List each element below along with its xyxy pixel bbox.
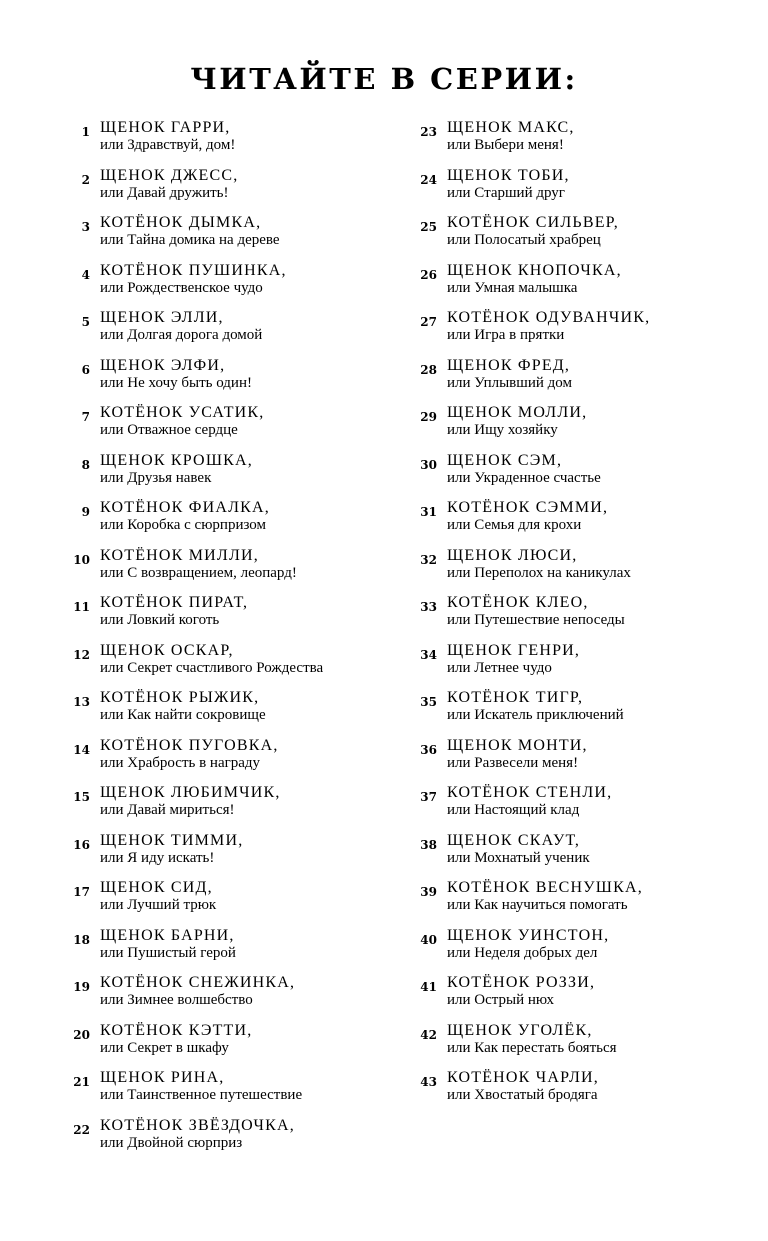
book-title: ЩЕНОК КРОШКА, (100, 451, 253, 469)
book-list-item (58, 1022, 398, 1070)
book-number: 16 (73, 837, 90, 852)
book-list-item (58, 547, 398, 595)
book-list-item (405, 737, 755, 785)
book-subtitle: или Храбрость в награду (100, 754, 261, 771)
book-subtitle: или Как найти сокровище (100, 707, 266, 723)
book-number: 34 (420, 647, 437, 662)
book-subtitle: или Ищу хозяйку (447, 422, 558, 438)
book-subtitle: или Рождественское чудо (100, 279, 263, 296)
book-list-item (58, 404, 398, 452)
book-subtitle: или Переполох на каникулах (447, 564, 631, 581)
book-list-item (58, 832, 398, 880)
book-list-item (405, 309, 755, 357)
book-number: 20 (73, 1027, 90, 1042)
book-title: ЩЕНОК БАРНИ, (100, 926, 235, 944)
book-number: 3 (81, 220, 90, 234)
book-list-right-column (405, 119, 755, 1117)
book-title: ЩЕНОК ФРЕД, (447, 356, 571, 374)
book-subtitle: или Давай мириться! (100, 802, 235, 818)
book-list-item (58, 689, 398, 737)
book-list-item (58, 119, 398, 167)
book-number: 25 (420, 220, 437, 234)
book-subtitle: или Игра в прятки (447, 327, 565, 343)
book-title: ЩЕНОК УИНСТОН, (447, 926, 610, 944)
book-number: 37 (420, 790, 437, 804)
book-list-item (405, 1022, 755, 1070)
book-list-item (58, 642, 398, 690)
book-number: 23 (420, 125, 437, 139)
book-list-item (405, 642, 755, 690)
book-subtitle: или Таинственное путешествие (100, 1087, 303, 1103)
book-title: КОТЁНОК ДЫМКА, (100, 214, 262, 231)
book-subtitle: или Уплывший дом (447, 374, 572, 391)
book-subtitle: или Отважное сердце (100, 422, 238, 438)
book-title: ЩЕНОК ЛЮБИМЧИК, (100, 784, 281, 801)
book-number: 21 (73, 1075, 90, 1089)
book-list-item (405, 594, 755, 642)
book-list-item (58, 357, 398, 405)
book-title: КОТЁНОК ПИРАТ, (100, 594, 249, 611)
book-number: 7 (81, 410, 90, 424)
book-number: 15 (73, 790, 90, 804)
book-number: 18 (73, 932, 90, 947)
book-subtitle: или Давай дружить! (100, 184, 229, 201)
book-title: ЩЕНОК ОСКАР, (100, 641, 234, 659)
book-subtitle: или Развесели меня! (447, 754, 579, 771)
book-title: КОТЁНОК ТИГР, (447, 689, 584, 706)
book-number: 28 (420, 362, 437, 377)
book-number: 11 (73, 600, 90, 614)
book-number: 41 (420, 980, 437, 994)
book-list-item (405, 262, 755, 310)
book-number: 43 (420, 1075, 437, 1089)
book-title: КОТЁНОК СЭММИ, (447, 499, 609, 516)
book-list-item (405, 974, 755, 1022)
book-number: 31 (420, 505, 437, 519)
book-title: КОТЁНОК КЭТТИ, (100, 1021, 253, 1039)
book-subtitle: или Как научиться помогать (447, 897, 628, 913)
book-title: ЩЕНОК СИД, (100, 879, 213, 896)
book-title: КОТЁНОК ФИАЛКА, (100, 499, 270, 516)
book-number: 30 (420, 457, 437, 472)
book-number: 14 (73, 742, 90, 757)
book-number: 6 (81, 362, 90, 377)
book-list-item (58, 1117, 398, 1165)
book-subtitle: или Неделя добрых дел (447, 944, 598, 961)
book-subtitle: или Ловкий коготь (100, 612, 220, 628)
book-title: КОТЁНОК СИЛЬВЕР, (447, 214, 619, 231)
book-subtitle: или Друзья навек (100, 469, 212, 486)
book-number: 24 (420, 172, 437, 187)
book-number: 33 (420, 600, 437, 614)
book-subtitle: или Тайна домика на дереве (100, 232, 280, 248)
book-number: 19 (73, 980, 90, 994)
book-title: ЩЕНОК ЭЛЛИ, (100, 309, 224, 326)
book-subtitle: или Полосатый храбрец (447, 232, 601, 248)
book-number: 12 (73, 647, 90, 662)
book-title: ЩЕНОК МАКС, (447, 119, 575, 136)
book-list-item (405, 1069, 755, 1117)
book-subtitle: или Мохнатый ученик (447, 849, 590, 866)
book-list-item (405, 214, 755, 262)
book-list-item (405, 499, 755, 547)
book-number: 2 (81, 172, 90, 187)
book-number: 38 (420, 837, 437, 852)
book-list-item (58, 737, 398, 785)
book-title: ЩЕНОК МОЛЛИ, (447, 404, 588, 421)
book-number: 9 (81, 505, 90, 519)
book-subtitle: или Секрет в шкафу (100, 1039, 229, 1056)
book-title: ЩЕНОК ГАРРИ, (100, 119, 231, 136)
book-title: КОТЁНОК СТЕНЛИ, (447, 784, 613, 801)
book-subtitle: или Долгая дорога домой (100, 327, 263, 343)
book-title: КОТЁНОК СНЕЖИНКА, (100, 974, 296, 991)
book-list-item (405, 119, 755, 167)
book-subtitle: или Двойной сюрприз (100, 1134, 243, 1151)
book-title: ЩЕНОК КНОПОЧКА, (447, 261, 622, 279)
book-title: КОТЁНОК ЗВЁЗДОЧКА, (100, 1116, 295, 1134)
book-subtitle: или Я иду искать! (100, 849, 215, 866)
book-title: ЩЕНОК ТИММИ, (100, 831, 244, 849)
book-number: 10 (73, 552, 90, 567)
book-title: ЩЕНОК ТОБИ, (447, 166, 570, 184)
book-number: 13 (73, 695, 90, 709)
page-title: ЧИТАЙТЕ В СЕРИИ: (190, 62, 578, 96)
book-title: КОТЁНОК ПУШИНКА, (100, 261, 287, 279)
book-list-item (405, 357, 755, 405)
book-number: 27 (420, 315, 437, 329)
book-number: 42 (420, 1027, 437, 1042)
book-subtitle: или Хвостатый бродяга (447, 1087, 598, 1103)
book-list-item (58, 879, 398, 927)
book-number: 8 (81, 457, 90, 472)
book-number: 5 (81, 315, 90, 329)
book-subtitle: или Не хочу быть один! (100, 374, 252, 391)
book-list-item (58, 927, 398, 975)
book-subtitle: или Как перестать бояться (447, 1039, 617, 1056)
book-subtitle: или Умная малышка (447, 279, 578, 296)
book-title: КОТЁНОК РОЗЗИ, (447, 974, 596, 991)
book-number: 29 (420, 410, 437, 424)
book-list-item (58, 974, 398, 1022)
book-number: 1 (81, 125, 90, 139)
book-number: 17 (73, 885, 90, 899)
book-title: ЩЕНОК ГЕНРИ, (447, 641, 581, 659)
book-subtitle: или Путешествие непоседы (447, 612, 625, 628)
book-subtitle: или Здравствуй, дом! (100, 137, 236, 153)
book-list-item (405, 404, 755, 452)
book-subtitle: или Летнее чудо (447, 659, 552, 676)
book-title: ЩЕНОК МОНТИ, (447, 736, 588, 754)
book-title: ЩЕНОК ЛЮСИ, (447, 546, 578, 564)
book-title: КОТЁНОК ЧАРЛИ, (447, 1069, 600, 1086)
book-list-item (405, 547, 755, 595)
book-subtitle: или Старший друг (447, 184, 565, 201)
book-title: ЩЕНОК СЭМ, (447, 451, 563, 469)
book-list-item (405, 927, 755, 975)
book-number: 4 (81, 267, 90, 282)
book-title: КОТЁНОК РЫЖИК, (100, 689, 260, 706)
book-subtitle: или Настоящий клад (447, 802, 580, 818)
book-subtitle: или Острый нюх (447, 992, 555, 1008)
book-subtitle: или Украденное счастье (447, 469, 601, 486)
book-number: 39 (420, 885, 437, 899)
book-list-item (58, 309, 398, 357)
book-list-item (405, 832, 755, 880)
book-title: ЩЕНОК ДЖЕСС, (100, 166, 239, 184)
book-list-item (58, 167, 398, 215)
book-list-item (58, 784, 398, 832)
book-title: КОТЁНОК ОДУВАНЧИК, (447, 309, 651, 326)
book-subtitle: или Искатель приключений (447, 707, 624, 723)
book-subtitle: или С возвращением, леопард! (100, 564, 297, 581)
book-title: КОТЁНОК ВЕСНУШКА, (447, 879, 643, 896)
book-list-item (58, 594, 398, 642)
book-subtitle: или Коробка с сюрпризом (100, 517, 267, 533)
book-number: 32 (420, 552, 437, 567)
book-list-item (58, 1069, 398, 1117)
book-list-item (405, 689, 755, 737)
book-number: 26 (420, 267, 437, 282)
book-number: 40 (420, 932, 437, 947)
book-title: ЩЕНОК ЭЛФИ, (100, 356, 226, 374)
book-list-item (405, 784, 755, 832)
book-list-item (58, 262, 398, 310)
book-title: КОТЁНОК ПУГОВКА, (100, 736, 279, 754)
book-list-left-column (58, 119, 398, 1164)
book-title: КОТЁНОК КЛЕО, (447, 594, 589, 611)
book-list-item (58, 214, 398, 262)
book-number: 35 (420, 695, 437, 709)
book-title: ЩЕНОК УГОЛЁК, (447, 1021, 593, 1039)
book-number: 36 (420, 742, 437, 757)
book-subtitle: или Семья для крохи (447, 517, 582, 533)
book-title: ЩЕНОК РИНА, (100, 1069, 225, 1086)
book-list-item (405, 452, 755, 500)
book-subtitle: или Выбери меня! (447, 137, 564, 153)
book-list-item (58, 499, 398, 547)
book-subtitle: или Лучший трюк (100, 897, 217, 913)
book-subtitle: или Пушистый герой (100, 944, 236, 961)
book-list-item (405, 879, 755, 927)
book-title: ЩЕНОК СКАУТ, (447, 831, 581, 849)
book-subtitle: или Секрет счастливого Рождества (100, 659, 324, 676)
book-number: 22 (73, 1122, 90, 1137)
book-list-item (58, 452, 398, 500)
book-title: КОТЁНОК МИЛЛИ, (100, 546, 259, 564)
book-subtitle: или Зимнее волшебство (100, 992, 253, 1008)
book-list-item (405, 167, 755, 215)
book-title: КОТЁНОК УСАТИК, (100, 404, 265, 421)
